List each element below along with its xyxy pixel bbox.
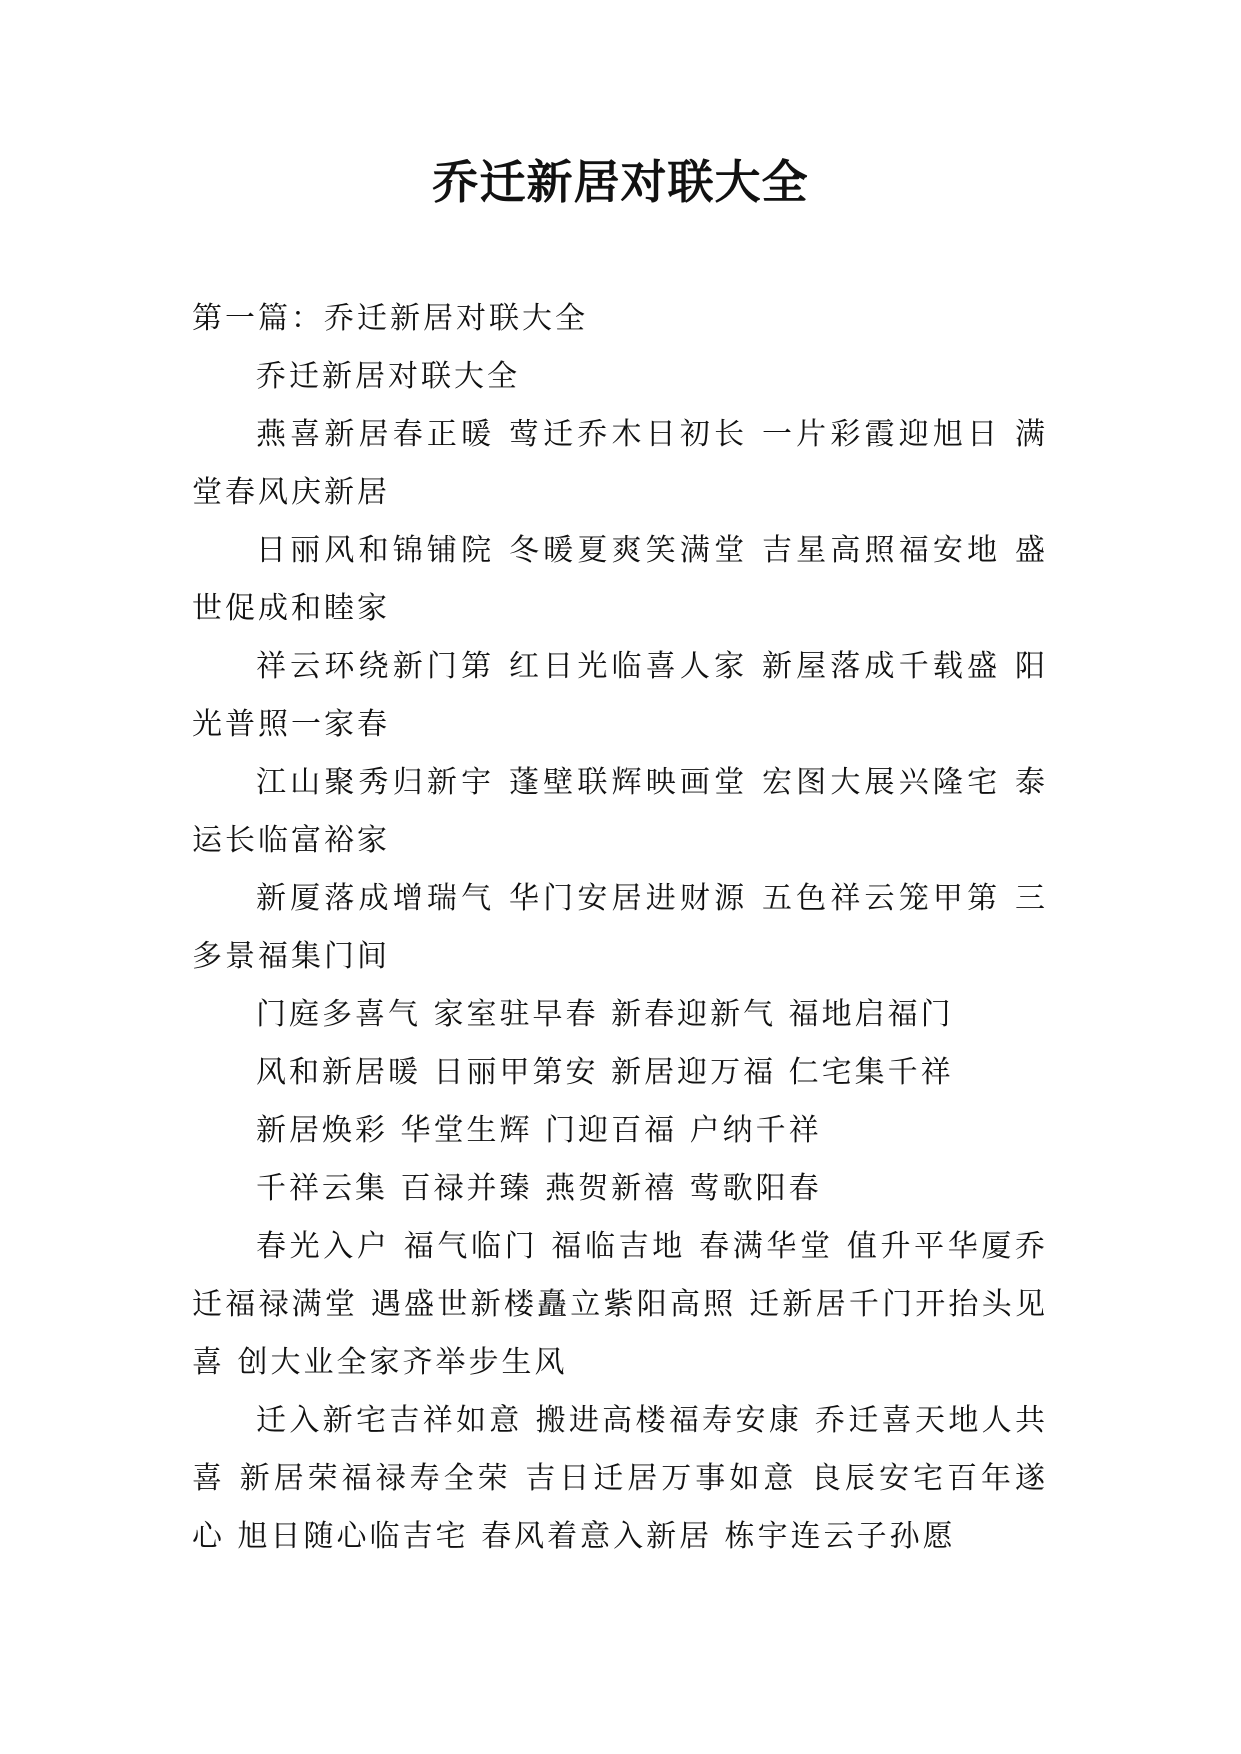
couplet-paragraph: 门庭多喜气 家室驻早春 新春迎新气 福地启福门 xyxy=(256,997,954,1032)
couplet-paragraph: 千祥云集 百禄并臻 燕贺新禧 莺歌阳春 xyxy=(256,1171,822,1206)
couplet-paragraph: 江山聚秀归新宇 蓬壁联辉映画堂 宏图大展兴隆宅 泰运长临富裕家 xyxy=(192,765,1048,858)
subtitle: 乔迁新居对联大全 xyxy=(256,359,520,394)
couplet-paragraph: 祥云环绕新门第 红日光临喜人家 新屋落成千载盛 阳光普照一家春 xyxy=(192,649,1048,742)
couplet-paragraph: 风和新居暖 日丽甲第安 新居迎万福 仁宅集千祥 xyxy=(256,1055,954,1090)
couplet-paragraph: 燕喜新居春正暖 莺迁乔木日初长 一片彩霞迎旭日 满堂春风庆新居 xyxy=(192,417,1048,510)
couplet-paragraph: 迁入新宅吉祥如意 搬进高楼福寿安康 乔迁喜天地人共喜 新居荣福禄寿全荣 吉日迁居万事如意 良辰安宅百年遂心 旭日随心临吉宅 春风着意入新居 栋宇连云子孙愿 xyxy=(192,1403,1048,1554)
couplet-paragraph: 新厦落成增瑞气 华门安居进财源 五色祥云笼甲第 三多景福集门间 xyxy=(192,881,1048,974)
document-body xyxy=(192,290,1048,1566)
document-title: 乔迁新居对联大全 xyxy=(432,155,809,209)
couplet-paragraph: 新居焕彩 华堂生辉 门迎百福 户纳千祥 xyxy=(256,1113,822,1148)
section-heading: 第一篇：乔迁新居对联大全 xyxy=(192,301,588,336)
couplet-paragraph: 日丽风和锦铺院 冬暖夏爽笑满堂 吉星高照福安地 盛世促成和睦家 xyxy=(192,533,1048,626)
couplet-paragraph: 春光入户 福气临门 福临吉地 春满华堂 值升平华厦乔迁福禄满堂 遇盛世新楼矗立紫阳高照 迁新居千门开抬头见喜 创大业全家齐举步生风 xyxy=(192,1229,1048,1380)
